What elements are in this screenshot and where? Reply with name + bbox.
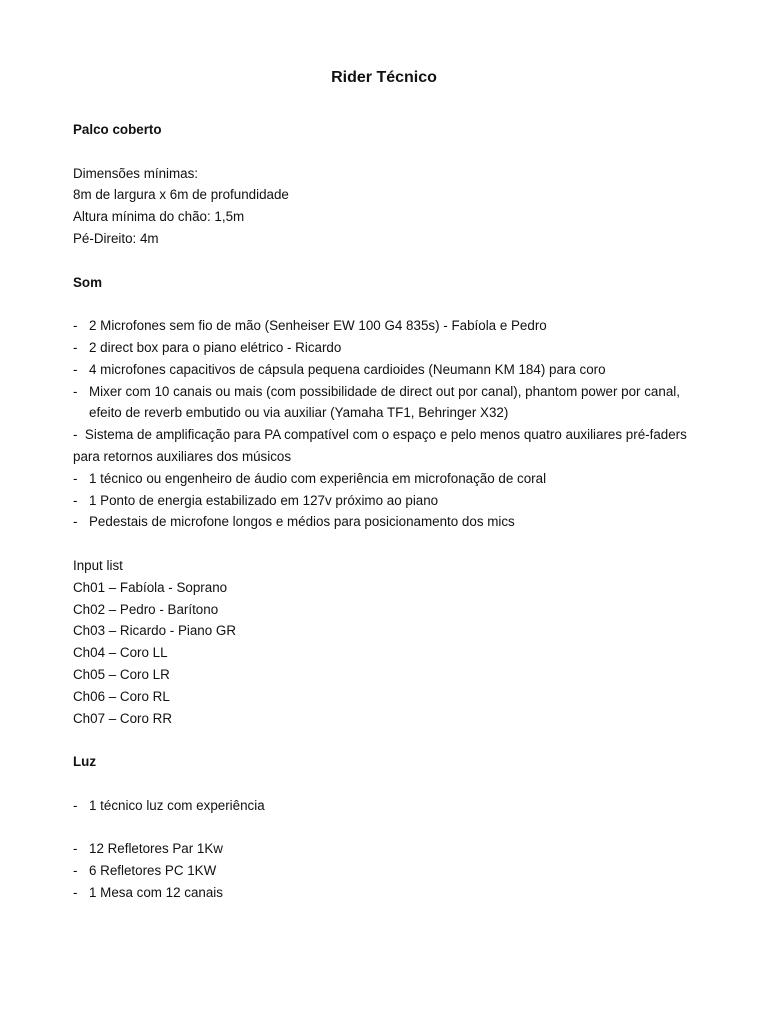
list-item [73,490,703,512]
input-channel: Ch02 – Pedro - Barítono [73,601,219,617]
list-item [73,882,703,904]
list-item-text: 2 Microfones sem fio de mão (Senheiser EW 100 G4 835s) - Fabíola e Pedro [89,318,547,334]
input-channel: Ch03 – Ricardo - Piano GR [73,623,236,639]
list-item-text: 1 técnico ou engenheiro de áudio com experiência em microfonação de coral [89,470,547,486]
bullet-dash: - [73,383,78,399]
bullet-dash: - [73,339,78,355]
bullet-dash: - [73,318,78,334]
document-body [73,119,703,904]
spacer [73,533,703,555]
list-item [73,468,703,490]
list-item-text: 2 direct box para o piano elétrico - Ricardo [89,339,342,355]
palco-line: 8m de largura x 6m de profundidade [73,187,289,203]
bullet-dash: - [73,470,78,486]
spacer [73,141,703,163]
list-item-text: Mixer com 10 canais ou mais (com possibilidade de direct out por canal), phantom power por canal, efeito de reverb embutido ou via auxiliar (Yamaha TF1, Behringer X32) [89,383,680,421]
input-channel: Ch06 – Coro RL [73,688,170,704]
spacer [73,250,703,272]
section-heading-palco: Palco coberto [73,122,162,137]
palco-line: Dimensões mínimas: [73,165,199,181]
spacer [73,293,703,315]
bullet-dash: - [73,797,78,813]
bullet-dash: - [73,492,78,508]
bullet-dash: - [73,514,78,530]
list-item [73,795,703,817]
bullet-dash: - [73,841,78,857]
section-heading-luz: Luz [73,754,97,770]
list-item-text: Pedestais de microfone longos e médios para posicionamento dos mics [89,514,515,530]
input-channel: Ch01 – Fabíola - Soprano [73,579,228,595]
bullet-dash: - [73,884,78,900]
spacer [73,729,703,751]
list-item [73,337,703,359]
list-item-text: 12 Refletores Par 1Kw [89,841,223,857]
list-item [73,381,683,425]
input-channel: Ch04 – Coro LL [73,645,168,661]
spacer [73,817,703,839]
list-item [73,838,703,860]
list-item-text: 6 Refletores PC 1KW [89,863,217,879]
document-title: Rider Técnico [331,69,437,86]
bullet-dash: - [73,361,78,377]
list-item-text: 4 microfones capacitivos de cápsula pequena cardioides (Neumann KM 184) para coro [89,361,606,377]
list-item [73,511,703,533]
list-item [73,359,703,381]
input-channel: Ch07 – Coro RR [73,710,172,726]
list-item-text: 1 técnico luz com experiência [89,797,265,813]
palco-line: Pé-Direito: 4m [73,230,159,246]
input-channel: Ch05 – Coro LR [73,666,170,682]
list-item [73,424,697,468]
list-item [73,860,703,882]
section-heading-som: Som [73,274,103,290]
list-item-text: Sistema de amplificação para PA compatível com o espaço e pelo menos quatro auxiliares pré-faders para retornos auxiliares dos músicos [73,427,687,464]
bullet-dash: - [73,863,78,879]
palco-line: Altura mínima do chão: 1,5m [73,209,245,225]
spacer [73,773,703,795]
bullet-dash: - [73,427,78,443]
list-item-text: 1 Mesa com 12 canais [89,884,223,900]
input-list-heading: Input list [73,557,123,573]
list-item-text: 1 Ponto de energia estabilizado em 127v próximo ao piano [89,492,439,508]
list-item [73,315,703,337]
